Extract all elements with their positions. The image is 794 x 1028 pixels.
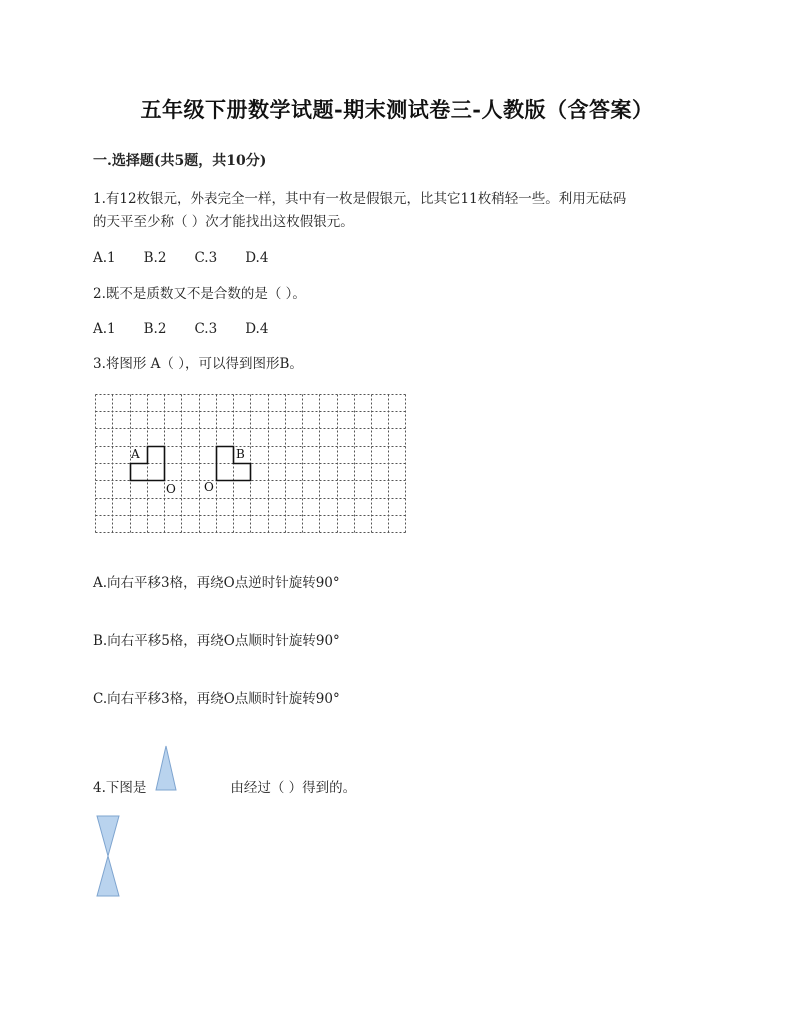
label-a: A [131, 447, 140, 461]
question-1-line-1: 1.有12枚银元，外表完全一样，其中有一枚是假银元，比其它11枚稍轻一些。利用无砝码 [93, 191, 627, 207]
question-2-options [93, 321, 296, 337]
question-1 [93, 188, 626, 234]
question-3-option-a: A.向右平移3格，再绕O点逆时针旋转90° [93, 575, 340, 591]
option-a: A.1 [93, 250, 116, 266]
question-3: 3.将图形 A（ ），可以得到图形B。 [93, 356, 303, 372]
question-4 [93, 776, 356, 796]
question-2: 2.既不是质数又不是合数的是（ ）。 [93, 286, 306, 302]
question-4-text-before: 4.下图是 [93, 780, 147, 796]
question-1-options [93, 250, 296, 266]
section-heading: 一.选择题(共5题，共10分) [93, 153, 267, 169]
question-3-option-b: B.向右平移5格，再绕O点顺时针旋转90° [93, 633, 340, 649]
page-title: 五年级下册数学试题-期末测试卷三-人教版（含答案） [140, 97, 654, 122]
option-c: C.3 [194, 321, 218, 337]
option-b: B.2 [143, 321, 167, 337]
grid-svg [95, 394, 407, 536]
option-c: C.3 [194, 250, 218, 266]
option-b: B.2 [143, 250, 167, 266]
grid-figure [95, 394, 407, 540]
label-b: B [236, 447, 245, 461]
option-a: A.1 [93, 321, 116, 337]
question-3-option-c: C.向右平移3格，再绕O点顺时针旋转90° [93, 691, 340, 707]
bowtie-icon [96, 815, 120, 897]
label-o-right: O [204, 480, 214, 494]
option-d: D.4 [245, 321, 269, 337]
label-o-left: O [166, 482, 176, 496]
bowtie-figure [96, 815, 120, 901]
option-d: D.4 [245, 250, 269, 266]
question-4-text-after: 由经过（ ）得到的。 [230, 780, 357, 796]
question-1-line-2: 的天平至少称（ ）次才能找出这枚假银元。 [93, 214, 354, 230]
